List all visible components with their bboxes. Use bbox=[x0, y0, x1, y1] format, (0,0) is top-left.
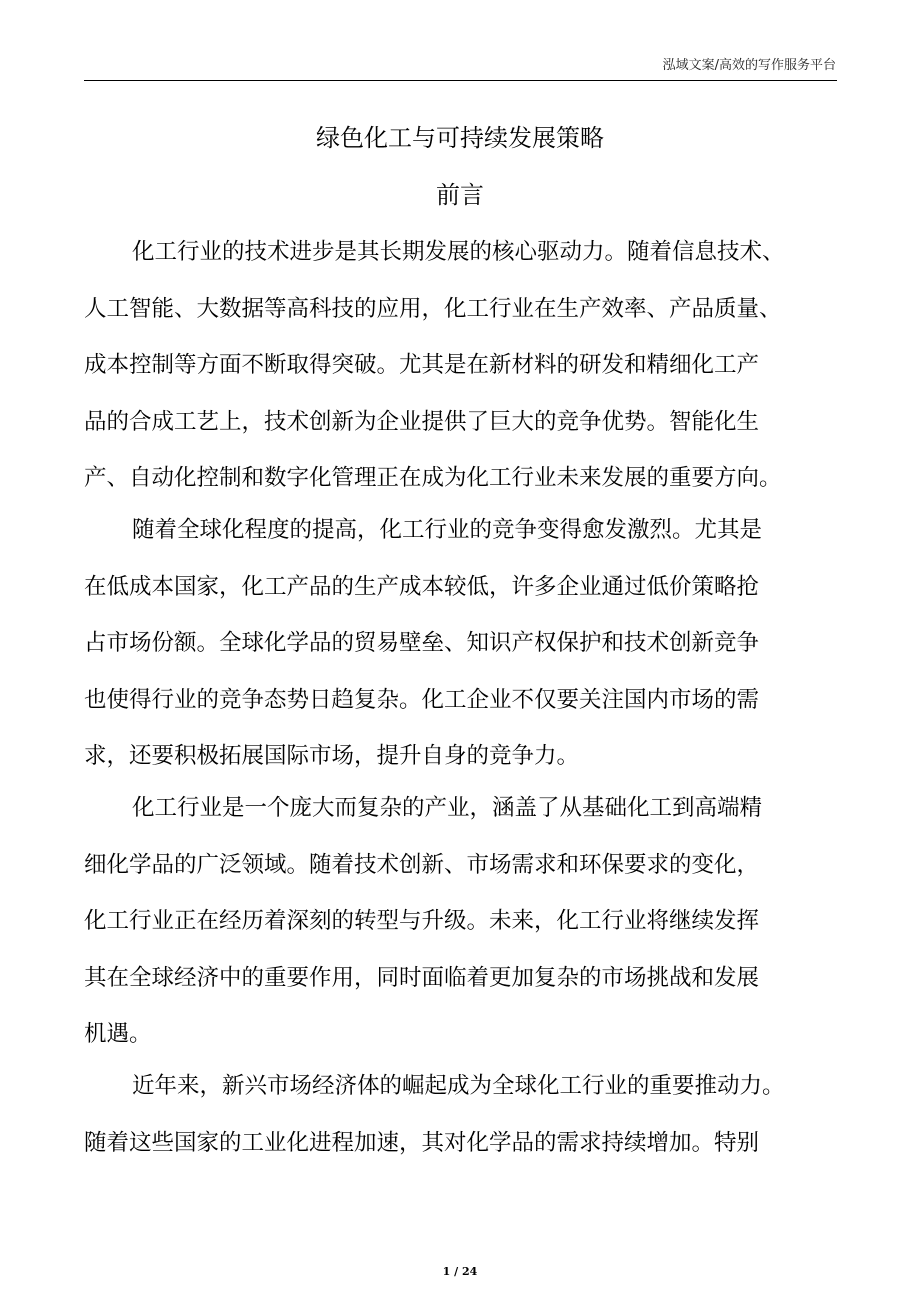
paragraph-line: 随着这些国家的工业化进程加速，其对化学品的需求持续增加。特别 bbox=[84, 1129, 760, 1156]
paragraph-line: 求，还要积极拓展国际市场，提升自身的竞争力。 bbox=[84, 743, 580, 769]
document-title: 绿色化工与可持续发展策略 bbox=[316, 124, 604, 152]
header-divider bbox=[84, 80, 837, 81]
paragraph-line: 化工行业的技术进步是其长期发展的核心驱动力。随着信息技术、 bbox=[132, 239, 785, 265]
paragraph-line: 细化学品的广泛领域。随着技术创新、市场需求和环保要求的变化， bbox=[84, 851, 760, 878]
paragraph-line: 化工行业正在经历着深刻的转型与升级。未来，化工行业将继续发挥 bbox=[84, 908, 760, 934]
paragraph-line: 机遇。 bbox=[84, 1021, 152, 1047]
paragraph-line: 成本控制等方面不断取得突破。尤其是在新材料的研发和精细化工产 bbox=[84, 352, 760, 378]
paragraph-line: 占市场份额。全球化学品的贸易壁垒、知识产权保护和技术创新竞争 bbox=[84, 630, 760, 656]
paragraph-line: 人工智能、大数据等高科技的应用，化工行业在生产效率、产品质量、 bbox=[84, 295, 782, 322]
paragraph-3 bbox=[84, 780, 762, 1063]
paragraph-line: 产、自动化控制和数字化管理正在成为化工行业未来发展的重要方向。 bbox=[84, 465, 782, 491]
paragraph-2 bbox=[84, 502, 762, 785]
paragraph-line: 随着全球化程度的提高，化工行业的竞争变得愈发激烈。尤其是 bbox=[132, 517, 763, 543]
paragraph-line: 其在全球经济中的重要作用，同时面临着更加复杂的市场挑战和发展 bbox=[84, 964, 760, 991]
paragraph-line: 化工行业是一个庞大而复杂的产业，涵盖了从基础化工到高端精 bbox=[132, 795, 763, 821]
paragraph-4 bbox=[84, 1058, 785, 1171]
paragraph-line: 品的合成工艺上，技术创新为企业提供了巨大的竞争优势。智能化生 bbox=[84, 408, 760, 435]
paragraph-line: 近年来，新兴市场经济体的崛起成为全球化工行业的重要推动力。 bbox=[132, 1073, 785, 1099]
page-header-text: 泓域文案/高效的写作服务平台 bbox=[662, 58, 836, 73]
section-title-preface: 前言 bbox=[436, 181, 484, 209]
paragraph-line: 也使得行业的竞争态势日趋复杂。化工企业不仅要关注国内市场的需 bbox=[84, 686, 760, 713]
paragraph-1 bbox=[84, 224, 785, 507]
paragraph-line: 在低成本国家，化工产品的生产成本较低，许多企业通过低价策略抢 bbox=[84, 573, 760, 600]
page-number: 1 / 24 bbox=[442, 1265, 478, 1278]
